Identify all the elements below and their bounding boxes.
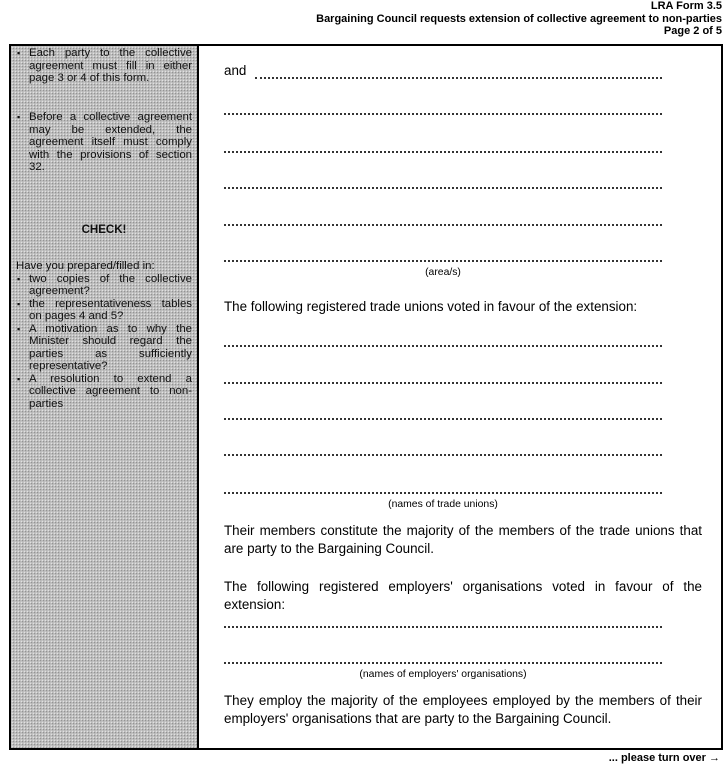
form-frame: [9, 44, 723, 750]
area-field-1[interactable]: [255, 77, 662, 79]
note-item: ▪ Each party to the collective agreement must fill in either page 3 or 4 of this form.: [16, 47, 192, 85]
form-number: LRA Form 3.5: [650, 0, 722, 12]
check-intro: Have you prepared/filled in:: [16, 260, 155, 272]
note-item: ▪ Before a collective agreement may be extended, the agreement itself must comply with the provisions of section 32.: [16, 111, 192, 174]
employers-majority: They employ the majority of the employees employed by the members of their employers' organisations that are party to the Bargaining Council.: [224, 693, 702, 726]
page-label: Page 2 of 5: [663, 25, 722, 37]
turn-over-note: ... please turn over →: [608, 752, 720, 764]
union-field-4[interactable]: [224, 444, 662, 458]
employer-field-2[interactable]: [224, 652, 662, 666]
note-2: [16, 111, 192, 174]
form-title: Bargaining Council requests extension of collective agreement to non-parties: [316, 12, 722, 25]
union-field-1[interactable]: [224, 335, 662, 349]
check-item: ▪ two copies of the collective agreement?: [16, 273, 192, 298]
check-heading: CHECK!: [81, 224, 127, 236]
area-field-4[interactable]: [224, 177, 662, 191]
check-item: ▪ the representativeness tables on pages 4 and 5?: [16, 298, 192, 323]
and-label: and: [224, 63, 247, 78]
union-field-2[interactable]: [224, 372, 662, 386]
unions-caption: (names of trade unions): [388, 499, 498, 510]
union-field-5[interactable]: [224, 482, 662, 496]
area-field-3[interactable]: [224, 141, 662, 155]
area-field-6[interactable]: [224, 250, 662, 264]
union-field-3[interactable]: [224, 408, 662, 422]
unions-statement: The following registered trade unions voted in favour of the extension:: [224, 299, 638, 314]
employers-statement: The following registered employers' organisations voted in favour of the extension:: [224, 579, 702, 612]
checklist: [16, 260, 192, 410]
area-field-2[interactable]: [224, 103, 662, 117]
area-caption: (area/s): [425, 267, 461, 278]
check-item: ▪ A resolution to extend a collective agreement to non-parties: [16, 373, 192, 411]
note-1: [16, 47, 192, 85]
employer-field-1[interactable]: [224, 616, 662, 630]
unions-majority: Their members constitute the majority of the members of the trade unions that are party to the Bargaining Council.: [224, 523, 702, 556]
area-field-5[interactable]: [224, 214, 662, 228]
instructions-sidebar: [11, 46, 199, 748]
employers-caption: (names of employers' organisations): [359, 669, 527, 680]
form-header: [316, 0, 722, 38]
check-item: ▪ A motivation as to why the Minister should regard the parties as sufficiently representative?: [16, 323, 192, 373]
